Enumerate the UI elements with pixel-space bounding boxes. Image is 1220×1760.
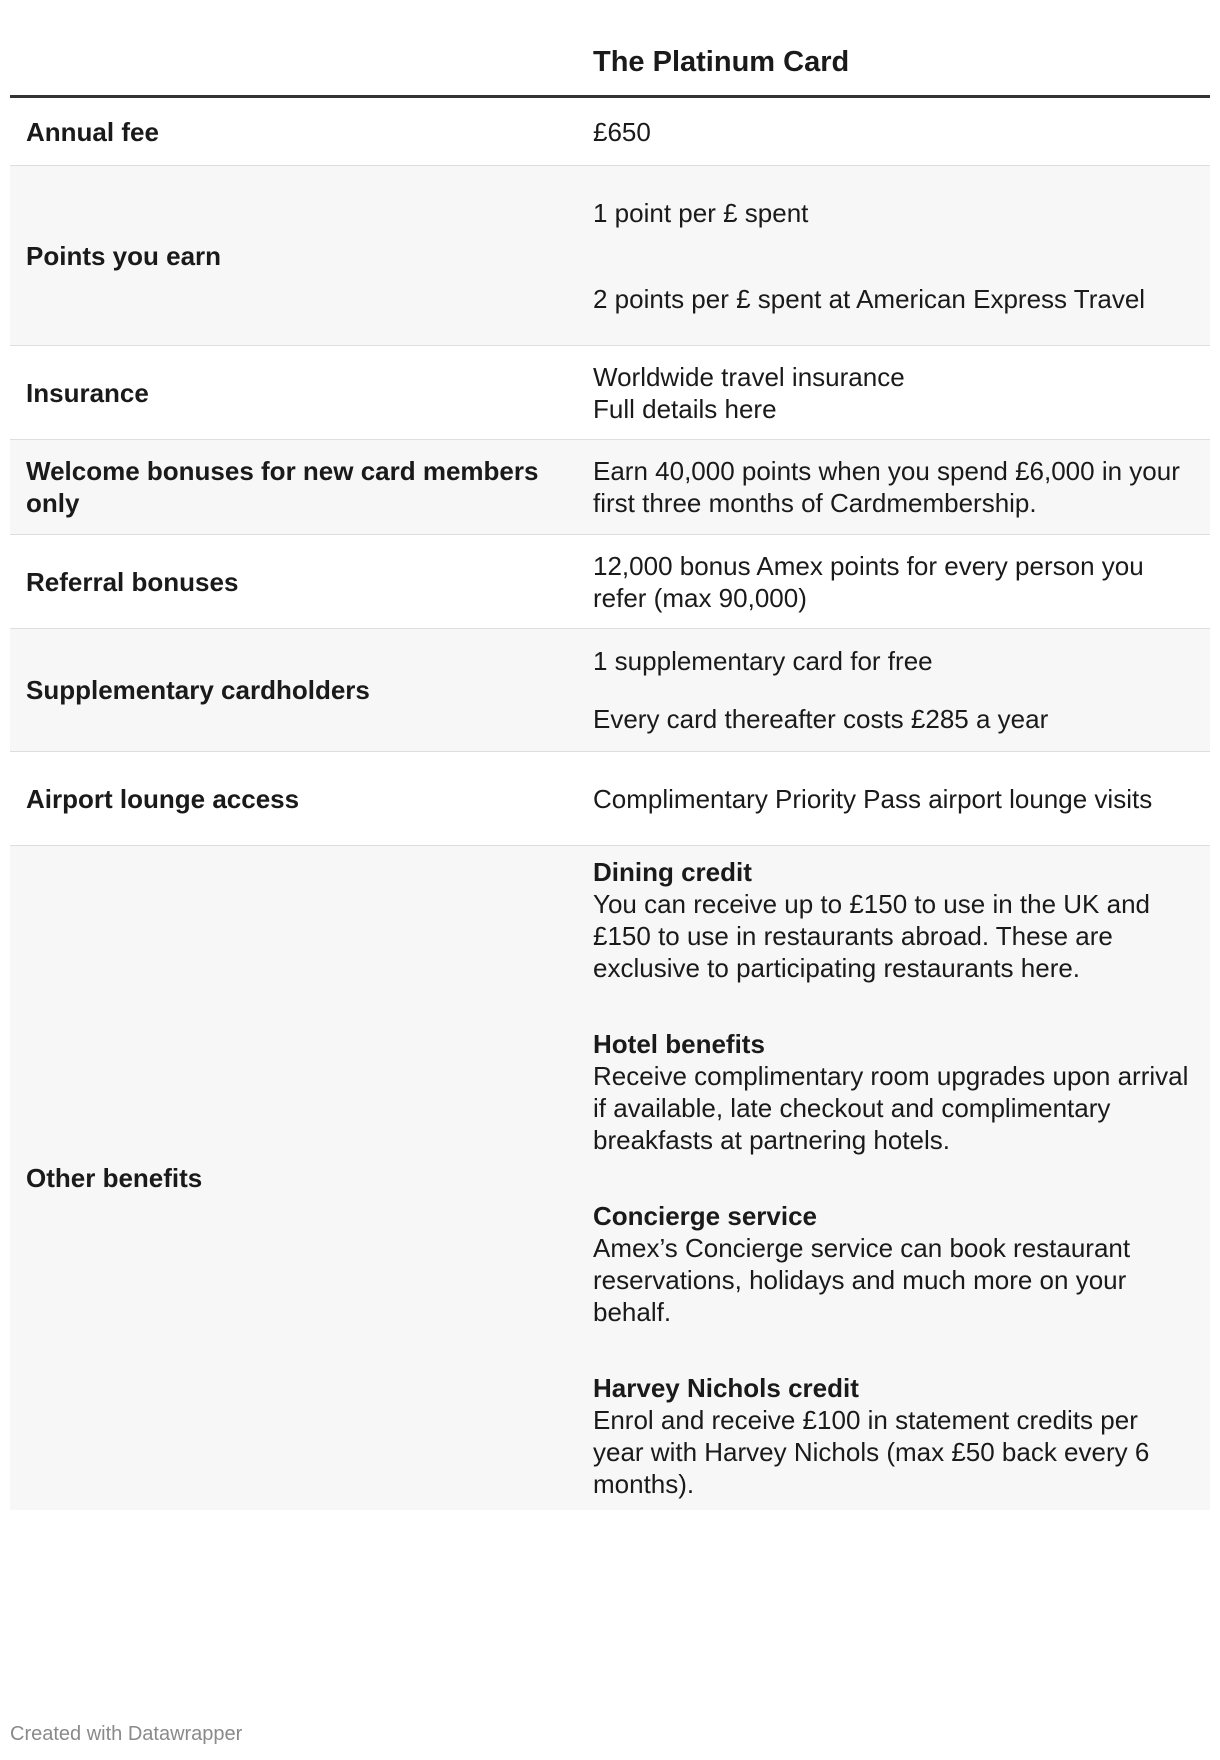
benefit-hotel [593, 1028, 1194, 1156]
row-value [593, 783, 1210, 815]
row-value [593, 361, 1210, 425]
table-header-row [10, 28, 1210, 98]
value-text: 1 point per £ spent [593, 197, 809, 228]
value-text: 12,000 bonus Amex points for every person you refer (max 90,000) [593, 550, 1144, 613]
benefit-text: Enrol and receive £100 in statement credits per year with Harvey Nichols (max £50 back every 6 months). [593, 1405, 1150, 1499]
comparison-table [10, 28, 1210, 1510]
value-text: 2 points per £ spent at American Express Travel [593, 283, 1146, 314]
value-text: Every card thereafter costs £285 a year [593, 704, 1049, 734]
table-row-supplementary [10, 629, 1210, 752]
row-label: Referral bonuses [26, 566, 239, 597]
insurance-details-link[interactable]: Full details here [593, 393, 777, 424]
row-value [593, 116, 1210, 148]
table-row-lounge-access [10, 752, 1210, 846]
row-value [593, 197, 1210, 315]
benefit-title: Concierge service [593, 1201, 818, 1231]
value-text: £650 [593, 116, 651, 147]
value-text: 1 supplementary card for free [593, 646, 933, 676]
table-row-other-benefits [10, 846, 1210, 1510]
row-label: Airport lounge access [26, 783, 300, 814]
table-row-points [10, 166, 1210, 346]
benefit-text: Amex’s Concierge service can book restaurant reservations, holidays and much more on your behalf. [593, 1233, 1131, 1327]
benefit-title: Hotel benefits [593, 1029, 765, 1059]
row-value [593, 856, 1210, 1500]
row-label: Welcome bonuses for new card members only [26, 456, 539, 518]
datawrapper-credit[interactable]: Created with Datawrapper [10, 1723, 243, 1745]
benefit-title: Dining credit [593, 857, 752, 887]
value-text: Worldwide travel insurance [593, 361, 905, 392]
value-text: Complimentary Priority Pass airport lounge visits [593, 783, 1153, 814]
row-value [593, 645, 1210, 735]
row-label: Points you earn [26, 240, 222, 271]
benefit-dining [593, 856, 1194, 984]
table-row-referral-bonuses [10, 535, 1210, 629]
benefit-title: Harvey Nichols credit [593, 1373, 859, 1403]
header-card-name: The Platinum Card [593, 46, 850, 78]
benefit-concierge [593, 1200, 1194, 1328]
row-label: Other benefits [26, 1163, 203, 1193]
benefit-text: Receive complimentary room upgrades upon arrival if available, late checkout and complimentary breakfasts at partnering hotels. [593, 1061, 1189, 1155]
benefit-harvey-nichols [593, 1372, 1194, 1500]
table-row-welcome-bonuses [10, 440, 1210, 535]
row-label: Annual fee [26, 116, 159, 147]
table-row-annual-fee [10, 98, 1210, 166]
row-value [593, 455, 1210, 519]
benefit-text: You can receive up to £150 to use in the UK and £150 to use in restaurants abroad. These are exclusive to participating restaurants here. [593, 889, 1150, 983]
value-text: Earn 40,000 points when you spend £6,000 in your first three months of Cardmembership. [593, 456, 1180, 518]
row-label: Supplementary cardholders [26, 675, 370, 705]
table-row-insurance [10, 346, 1210, 440]
row-label: Insurance [26, 377, 149, 408]
header-label-cell [10, 28, 593, 95]
row-value [593, 550, 1210, 614]
